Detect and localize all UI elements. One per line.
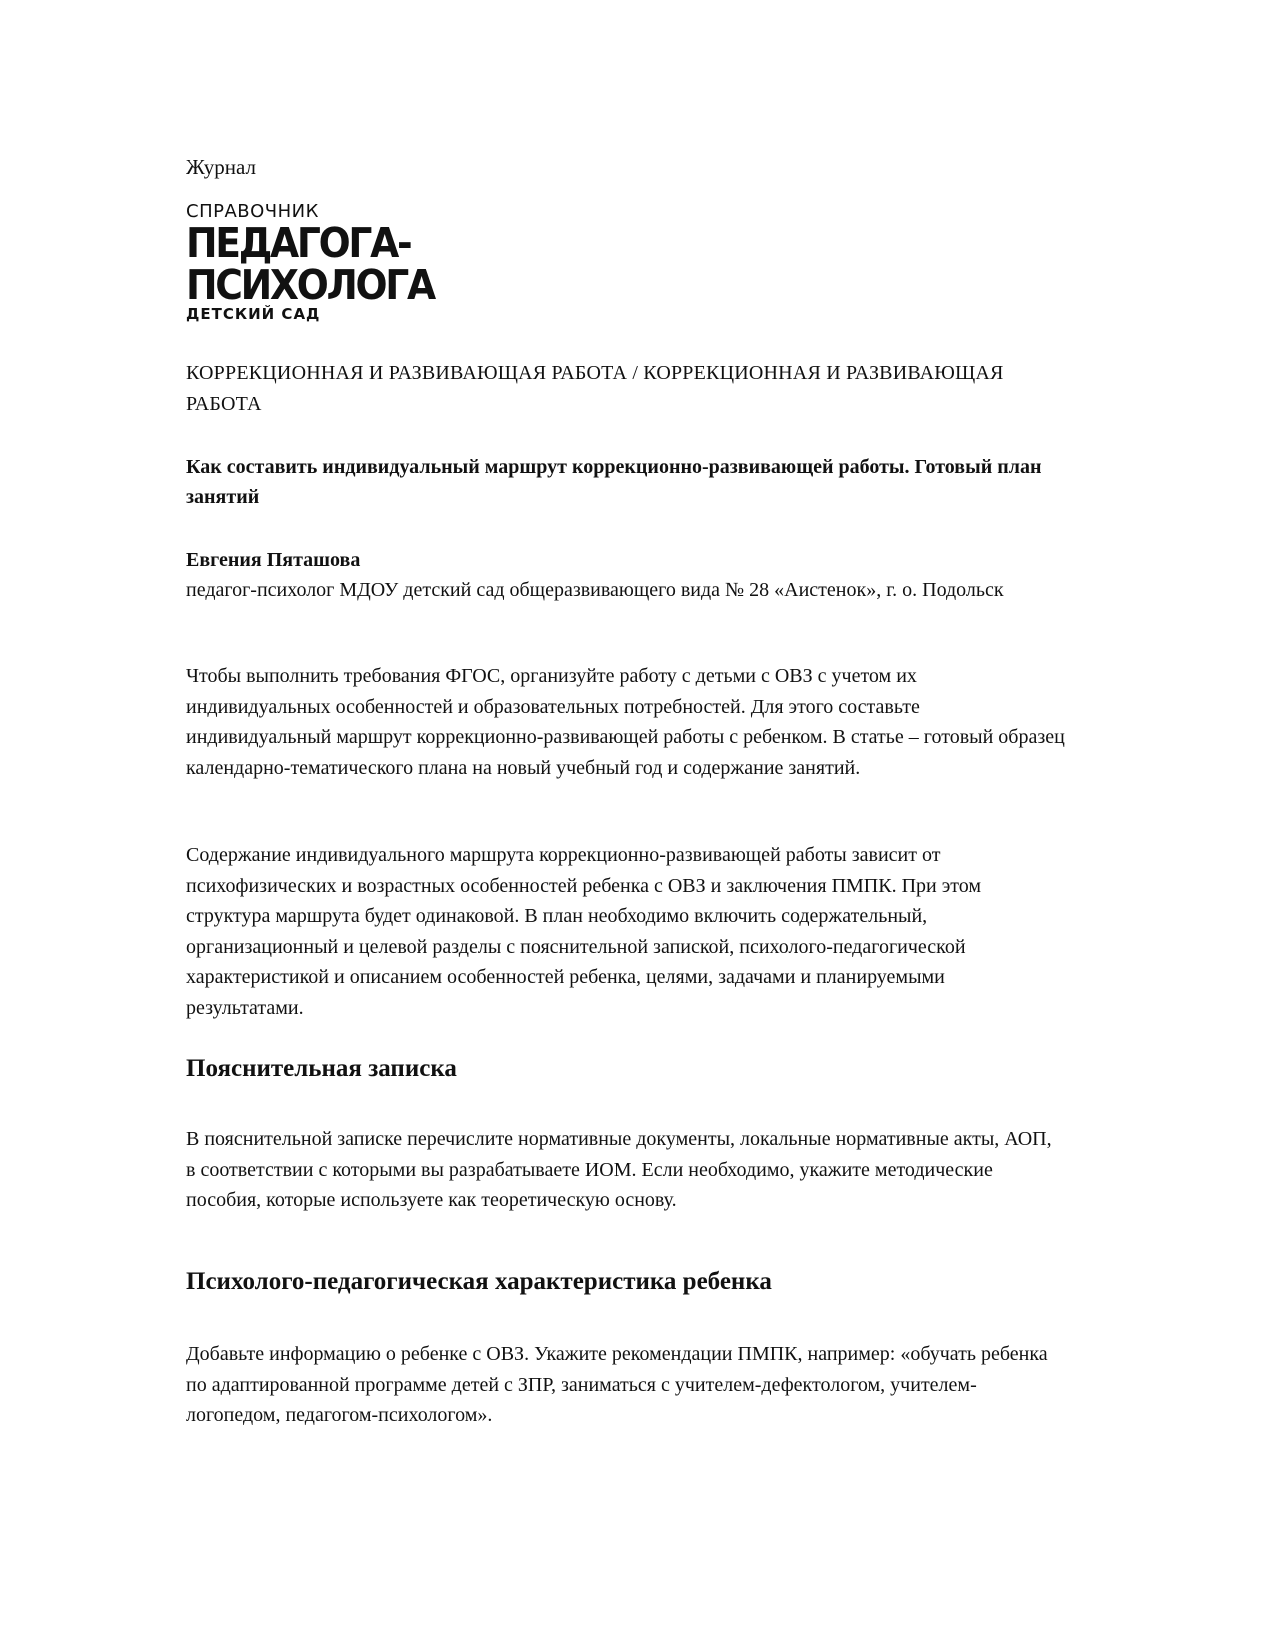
characteristics-paragraph: Добавьте информацию о ребенке с ОВЗ. Укажите рекомендации ПМПК, например: «обучать ребенка по адаптированной программе детей с ЗПР, заниматься с учителем-дефектологом, учителем-логопедом, педагогом-психологом». (186, 1343, 1048, 1426)
journal-logo (186, 202, 486, 323)
journal-label: Журнал (186, 155, 257, 179)
section-heading-explanatory-note: Пояснительная записка (186, 1055, 457, 1082)
author-position: педагог-психолог МДОУ детский сад общеразвивающего вида № 28 «Аистенок», г. о. Подольск (186, 579, 1004, 601)
logo-line-3: ПСИХОЛОГА (186, 261, 434, 309)
author-block (186, 545, 1066, 605)
logo-line-4: ДЕТСКИЙ САД (186, 305, 321, 323)
content-paragraph: Содержание индивидуального маршрута коррекционно-развивающей работы зависит от психофизических и возрастных особенностей ребенка с ОВЗ и заключения ПМПК. При этом структура маршрута будет одинаковой. В план необходимо включить содержательный, организационный и целевой разделы с пояснительной запиской, психолого-педагогической характеристикой и описанием особенностей ребенка, целями, задачами и планируемыми результатами. (186, 844, 982, 1019)
rubric-breadcrumb: КОРРЕКЦИОННАЯ И РАЗВИВАЮЩАЯ РАБОТА / КОРРЕКЦИОННАЯ И РАЗВИВАЮЩАЯ РАБОТА (186, 362, 1004, 415)
logo-line-2: ПЕДАГОГА- (186, 219, 411, 267)
logo-line-1: СПРАВОЧНИК (186, 201, 319, 222)
intro-paragraph: Чтобы выполнить требования ФГОС, организуйте работу с детьми с ОВЗ с учетом их индивидуальных особенностей и образовательных потребностей. Для этого составьте индивидуальный маршрут коррекционно-развивающей работы с ребенком. В статье – готовый образец календарно-тематического плана на новый учебный год и содержание занятий. (186, 665, 1065, 779)
author-name: Евгения Пяташова (186, 549, 361, 571)
section-heading-characteristics: Психолого-педагогическая характеристика ребенка (186, 1268, 772, 1295)
explanatory-note-paragraph: В пояснительной записке перечислите нормативные документы, локальные нормативные акты, АОП, в соответствии с которыми вы разрабатываете ИОМ. Если необходимо, укажите методические пособия, которые используете как теоретическую основу. (186, 1128, 1052, 1211)
article-title: Как составить индивидуальный маршрут коррекционно-развивающей работы. Готовый план занятий (186, 456, 1042, 508)
